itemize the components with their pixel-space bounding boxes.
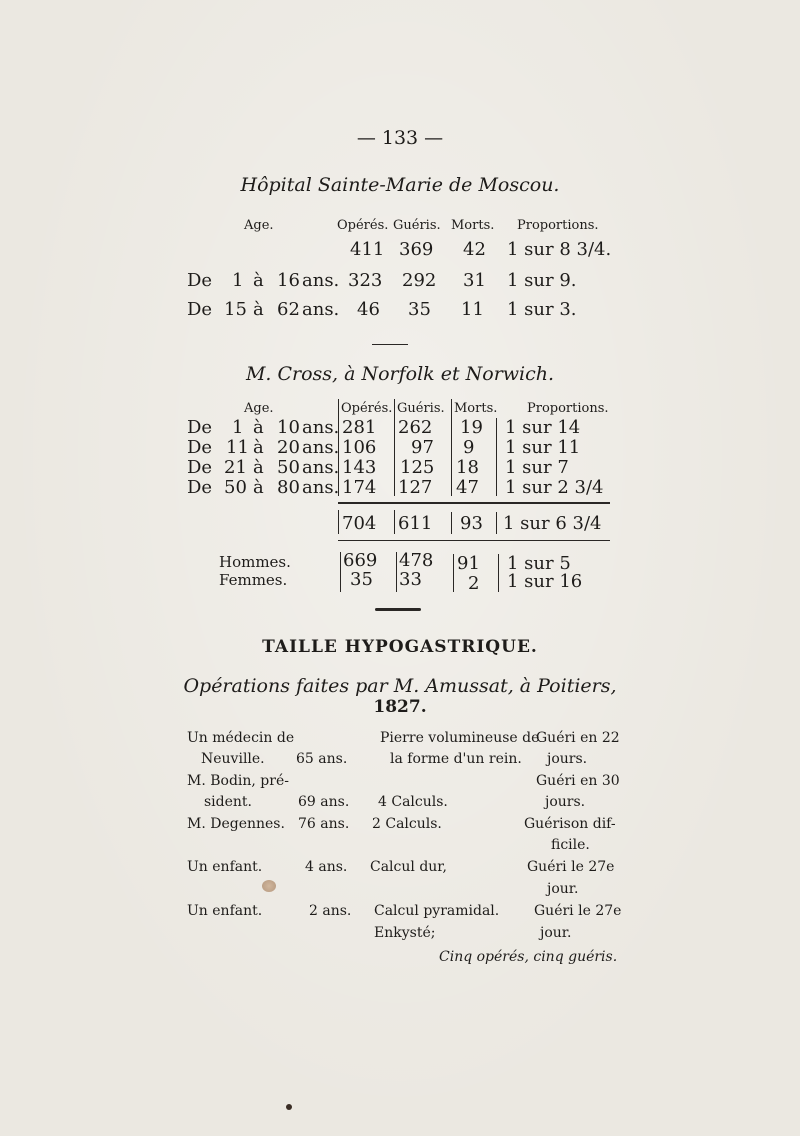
case-result: jours. bbox=[545, 794, 586, 810]
conclusion-line: Cinq opérés, cinq guéris. bbox=[439, 949, 618, 965]
row-gueris: 125 bbox=[400, 457, 435, 478]
row-operes: 143 bbox=[342, 457, 377, 478]
row-age-to: 16 bbox=[277, 270, 300, 291]
row-morts: 9 bbox=[463, 437, 475, 458]
sex-operes: 669 bbox=[343, 550, 378, 571]
row-gueris: 97 bbox=[411, 437, 434, 458]
section-year: 1827. bbox=[373, 697, 427, 717]
row-age-from: 1 bbox=[232, 417, 244, 438]
moscow-total-operes: 411 bbox=[350, 239, 385, 260]
cross-total-gueris: 611 bbox=[398, 513, 433, 534]
sex-morts: 91 bbox=[457, 553, 480, 574]
row-age-to: 20 bbox=[277, 437, 300, 458]
row-de: De bbox=[187, 457, 213, 478]
row-ans: ans. bbox=[302, 477, 340, 498]
sex-proportion: 1 sur 16 bbox=[507, 571, 583, 592]
row-gueris: 292 bbox=[402, 270, 437, 291]
row-a: à bbox=[253, 417, 264, 438]
row-age-from: 50 bbox=[224, 477, 247, 498]
row-morts: 47 bbox=[456, 477, 479, 498]
moscow-total-gueris: 369 bbox=[399, 239, 434, 260]
column-rule bbox=[451, 399, 452, 496]
column-rule bbox=[453, 554, 454, 592]
cross-header-operes: Opérés. bbox=[341, 401, 393, 416]
row-ans: ans. bbox=[302, 299, 340, 320]
column-rule bbox=[498, 554, 499, 592]
row-age-from: 15 bbox=[224, 299, 247, 320]
case-calcul: Calcul dur, bbox=[370, 859, 447, 875]
case-patient: sident. bbox=[204, 794, 253, 810]
moscow-header-morts: Morts. bbox=[451, 218, 495, 233]
row-morts: 18 bbox=[456, 457, 479, 478]
cross-header-gueris: Guéris. bbox=[397, 401, 445, 416]
row-operes: 106 bbox=[342, 437, 377, 458]
case-patient: Neuville. bbox=[201, 751, 265, 767]
cross-header-age: Age. bbox=[244, 401, 274, 416]
case-result: ficile. bbox=[551, 837, 590, 853]
sex-proportion: 1 sur 5 bbox=[507, 553, 571, 574]
row-a: à bbox=[253, 299, 264, 320]
sex-label: Hommes. bbox=[219, 553, 291, 571]
row-a: à bbox=[253, 457, 264, 478]
row-a: à bbox=[253, 270, 264, 291]
moscow-total-proportion: 1 sur 8 3/4. bbox=[507, 239, 612, 260]
row-age-from: 21 bbox=[224, 457, 247, 478]
column-rule bbox=[338, 510, 339, 534]
row-proportion: 1 sur 7 bbox=[505, 457, 569, 478]
sex-operes: 35 bbox=[350, 569, 373, 590]
ornamental-rule bbox=[375, 608, 421, 611]
row-de: De bbox=[187, 270, 213, 291]
row-morts: 19 bbox=[460, 417, 483, 438]
total-rule bbox=[338, 540, 610, 541]
cross-total-operes: 704 bbox=[342, 513, 377, 534]
row-a: à bbox=[253, 437, 264, 458]
case-calcul: Calcul pyramidal. bbox=[374, 903, 500, 919]
case-result: Guérison dif- bbox=[524, 816, 616, 832]
cross-header-morts: Morts. bbox=[454, 401, 498, 416]
sex-morts: 2 bbox=[468, 573, 480, 594]
row-gueris: 127 bbox=[398, 477, 433, 498]
row-age-from: 1 bbox=[232, 270, 244, 291]
case-calcul: la forme d'un rein. bbox=[390, 751, 522, 767]
case-result: Guéri le 27e bbox=[527, 859, 615, 875]
cross-total-morts: 93 bbox=[460, 513, 483, 534]
case-calcul: 2 Calculs. bbox=[372, 816, 442, 832]
case-age: 2 ans. bbox=[309, 903, 352, 919]
moscow-header-gueris: Guéris. bbox=[393, 218, 441, 233]
row-age-to: 62 bbox=[277, 299, 300, 320]
row-de: De bbox=[187, 417, 213, 438]
moscow-title: Hôpital Sainte-Marie de Moscou. bbox=[240, 174, 560, 196]
section-divider bbox=[372, 344, 408, 345]
row-ans: ans. bbox=[302, 437, 340, 458]
section-heading: TAILLE HYPOGASTRIQUE. bbox=[262, 637, 538, 657]
cross-header-proportions: Proportions. bbox=[527, 401, 609, 416]
row-proportion: 1 sur 9. bbox=[507, 270, 577, 291]
row-age-to: 80 bbox=[277, 477, 300, 498]
case-calcul: 4 Calculs. bbox=[378, 794, 448, 810]
column-rule bbox=[394, 399, 395, 496]
row-age-to: 50 bbox=[277, 457, 300, 478]
case-result: jours. bbox=[547, 751, 588, 767]
case-age: 69 ans. bbox=[298, 794, 350, 810]
cross-total-proportion: 1 sur 6 3/4 bbox=[503, 513, 602, 534]
moscow-header-proportions: Proportions. bbox=[517, 218, 599, 233]
row-age-from: 11 bbox=[226, 437, 249, 458]
sex-gueris: 478 bbox=[399, 550, 434, 571]
row-operes: 174 bbox=[342, 477, 377, 498]
column-rule bbox=[340, 552, 341, 592]
paper-stain bbox=[262, 880, 276, 892]
case-patient: Un médecin de bbox=[187, 730, 295, 746]
row-proportion: 1 sur 3. bbox=[507, 299, 577, 320]
moscow-header-age: Age. bbox=[244, 218, 274, 233]
row-ans: ans. bbox=[302, 457, 340, 478]
row-proportion: 1 sur 2 3/4 bbox=[505, 477, 604, 498]
sex-gueris: 33 bbox=[399, 569, 422, 590]
case-calcul: Enkysté; bbox=[374, 925, 436, 941]
row-gueris: 35 bbox=[408, 299, 431, 320]
row-a: à bbox=[253, 477, 264, 498]
page-number: — 133 — bbox=[356, 127, 444, 149]
row-gueris: 262 bbox=[398, 417, 433, 438]
column-rule bbox=[496, 512, 497, 534]
case-patient: Un enfant. bbox=[187, 859, 263, 875]
row-de: De bbox=[187, 477, 213, 498]
row-operes: 281 bbox=[342, 417, 377, 438]
case-age: 65 ans. bbox=[296, 751, 348, 767]
row-morts: 11 bbox=[461, 299, 484, 320]
case-patient: Un enfant. bbox=[187, 903, 263, 919]
case-result: Guéri le 27e bbox=[534, 903, 622, 919]
moscow-header-operes: Opérés. bbox=[337, 218, 389, 233]
column-rule bbox=[394, 510, 395, 534]
case-patient: M. Bodin, pré- bbox=[187, 773, 289, 789]
column-rule bbox=[496, 418, 497, 496]
case-patient: M. Degennes. bbox=[187, 816, 285, 832]
section-subheading: Opérations faites par M. Amussat, à Poitiers, bbox=[183, 675, 617, 697]
row-proportion: 1 sur 11 bbox=[505, 437, 581, 458]
row-ans: ans. bbox=[302, 417, 340, 438]
row-operes: 323 bbox=[348, 270, 383, 291]
total-rule bbox=[338, 502, 610, 504]
case-result: jour. bbox=[540, 925, 572, 941]
row-de: De bbox=[187, 299, 213, 320]
column-rule bbox=[396, 552, 397, 592]
sex-label: Femmes. bbox=[219, 571, 288, 589]
cross-title: M. Cross, à Norfolk et Norwich. bbox=[245, 363, 555, 385]
row-proportion: 1 sur 14 bbox=[505, 417, 581, 438]
moscow-total-morts: 42 bbox=[463, 239, 486, 260]
row-morts: 31 bbox=[463, 270, 486, 291]
case-age: 76 ans. bbox=[298, 816, 350, 832]
case-result: Guéri en 30 bbox=[536, 773, 620, 789]
row-operes: 46 bbox=[357, 299, 380, 320]
row-de: De bbox=[187, 437, 213, 458]
column-rule bbox=[451, 512, 452, 534]
case-result: jour. bbox=[547, 881, 579, 897]
case-calcul: Pierre volumineuse de bbox=[380, 730, 540, 746]
case-age: 4 ans. bbox=[305, 859, 348, 875]
ink-dot bbox=[286, 1104, 292, 1110]
row-age-to: 10 bbox=[277, 417, 300, 438]
case-result: Guéri en 22 bbox=[536, 730, 620, 746]
row-ans: ans. bbox=[302, 270, 340, 291]
